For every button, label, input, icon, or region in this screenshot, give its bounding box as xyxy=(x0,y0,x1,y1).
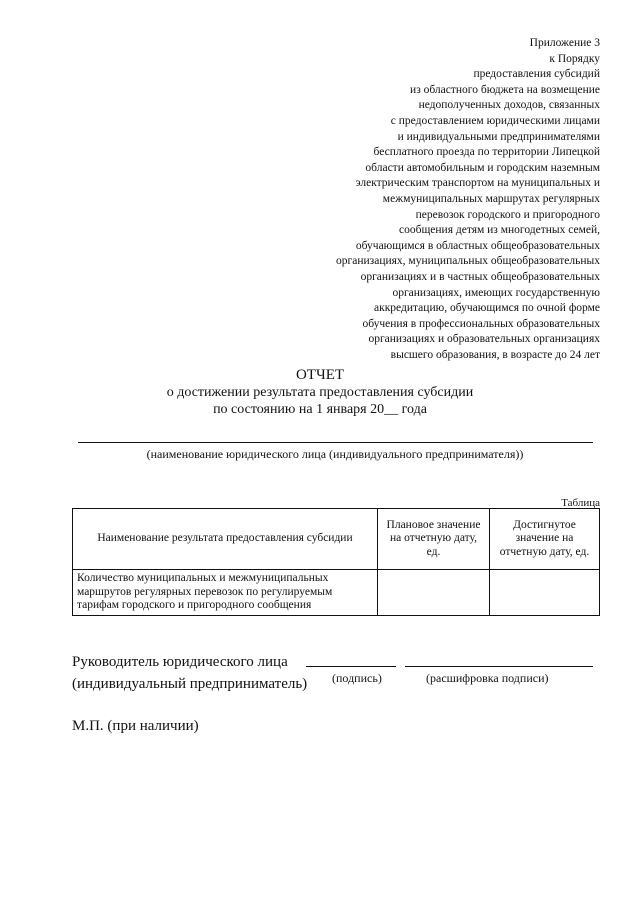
achieved-value-cell[interactable] xyxy=(490,570,600,616)
appendix-line: организациях, муниципальных общеобразовательных xyxy=(336,255,600,268)
appendix-line: электрическим транспортом на муниципальных и xyxy=(355,177,600,190)
header-result-name: Наименование результата предоставления субсидии xyxy=(73,509,378,570)
header-achieved-value: Достигнутое значение на отчетную дату, ед. xyxy=(490,509,600,570)
appendix-line: и индивидуальными предпринимателями xyxy=(397,130,600,143)
appendix-line: Приложение 3 xyxy=(529,37,600,49)
report-subtitle xyxy=(0,384,640,418)
appendix-line: межмуниципальных маршрутах регулярных xyxy=(382,192,600,205)
table-label: Таблица xyxy=(561,497,600,509)
signatory-title xyxy=(72,651,307,695)
appendix-line: недополученных доходов, связанных xyxy=(418,99,600,112)
appendix-line: области автомобильным и городским наземным xyxy=(365,161,600,174)
organization-name-caption: (наименование юридического лица (индивидуального предпринимателя)) xyxy=(146,447,524,461)
appendix-header xyxy=(270,36,600,363)
signature-caption: (подпись) xyxy=(332,671,382,685)
appendix-line: предоставления субсидий xyxy=(473,68,600,81)
signatory-line: (индивидуальный предприниматель) xyxy=(72,676,308,692)
signature-decoding-caption: (расшифровка подписи) xyxy=(426,671,549,685)
organization-name-line[interactable] xyxy=(78,442,593,443)
appendix-line: организациях и в частных общеобразовательных xyxy=(360,270,600,283)
appendix-line: бесплатного проезда по территории Липецкой xyxy=(373,146,600,159)
table-row xyxy=(73,570,600,616)
appendix-line: обучения в профессиональных образовательных xyxy=(362,317,600,330)
planned-value-cell[interactable] xyxy=(378,570,490,616)
report-title: ОТЧЕТ xyxy=(295,367,345,383)
appendix-line: с предоставлением юридическими лицами xyxy=(390,114,600,127)
appendix-line: аккредитацию, обучающимся по очной форме xyxy=(374,302,600,315)
appendix-line: обучающимся в областных общеобразовательных xyxy=(355,239,600,252)
header-planned-value: Плановое значение на отчетную дату, ед. xyxy=(378,509,490,570)
signature-line[interactable] xyxy=(306,666,396,667)
appendix-line: организациях и образовательных организациях xyxy=(368,333,600,346)
subtitle-date-line: по состоянию на 1 января 20__ года xyxy=(213,402,427,417)
appendix-line: сообщения детям из многодетных семей, xyxy=(398,224,600,237)
subtitle-line: о достижении результата предоставления субсидии xyxy=(166,385,474,400)
appendix-line: к Порядку xyxy=(549,52,600,65)
stamp-placeholder: М.П. (при наличии) xyxy=(72,718,199,734)
appendix-line: из областного бюджета на возмещение xyxy=(410,83,600,96)
signatory-line: Руководитель юридического лица xyxy=(72,654,288,670)
appendix-line: высшего образования, в возрасте до 24 лет xyxy=(390,348,600,361)
appendix-line: организациях, имеющих государственную xyxy=(392,286,600,299)
result-table xyxy=(72,508,600,616)
signature-decoding-line[interactable] xyxy=(405,666,593,667)
result-name-cell: Количество муниципальных и межмуниципальных маршрутов регулярных перевозок по регулируемым тарифам городского и пригородного сообщения xyxy=(73,570,378,616)
appendix-line: перевозок городского и пригородного xyxy=(415,208,600,221)
table-header-row xyxy=(73,509,600,570)
